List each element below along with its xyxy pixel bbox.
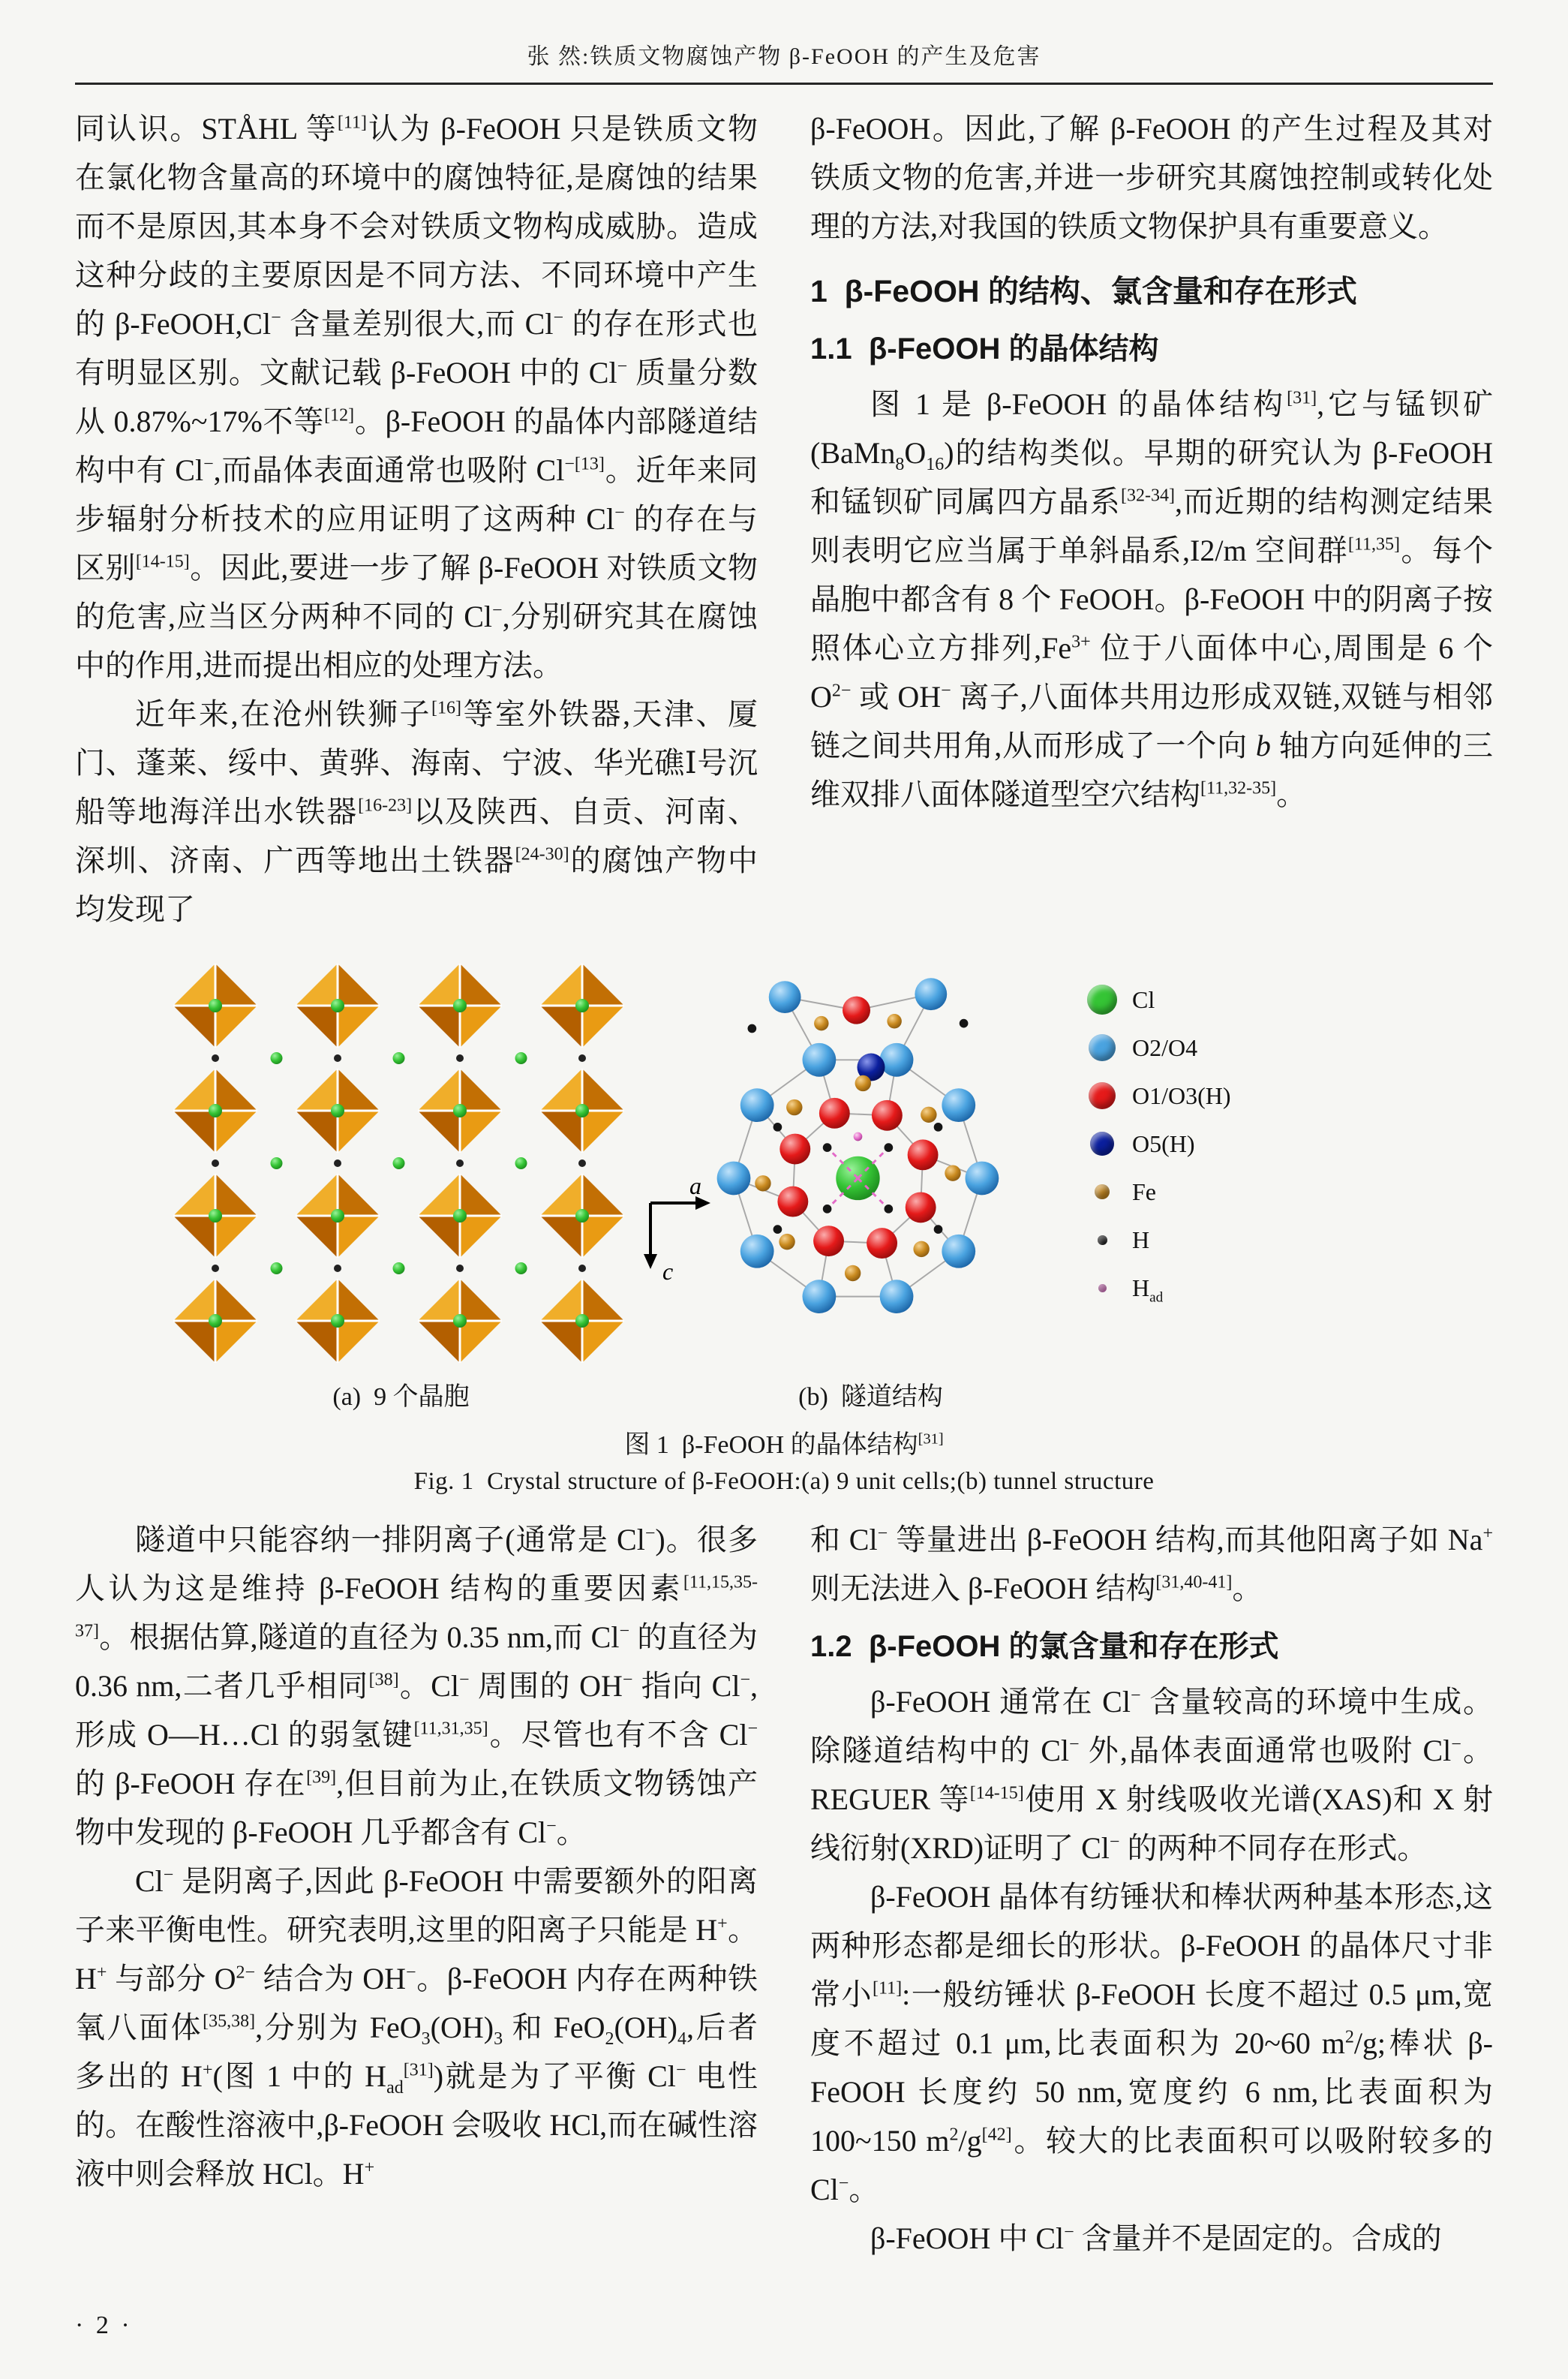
figure-legend (1084, 976, 1332, 1312)
tunnel-chloride-dots (271, 1052, 527, 1274)
top-left-column (75, 104, 758, 934)
legend-item-fe (1084, 1168, 1332, 1216)
top-right-column (810, 104, 1493, 934)
top-columns (75, 104, 1493, 934)
paragraph: β-FeOOH 晶体有纺锤状和棒状两种基本形态,这两种形态都是细长的形状。β-FeOOH 的晶体尺寸非常小[11]:一般纺锤状 β-FeOOH 长度不超过 0.5 μm,宽度不超过 0.1 μm,比表面积为 20~60 $m^2/g$;棒状 β-FeOOH 长度约 50 nm,宽度约 6 nm,比表面积为 100~150 $m^2/g[42]$。较大的比表面积可以吸附较多的 Cl−。 (810, 1880, 1494, 2206)
legend-label: Fe (1132, 1177, 1156, 1205)
adsorbed-hydrogen-atom (854, 1132, 863, 1141)
legend-item-o1-o3 (1084, 1072, 1332, 1120)
legend-item-cl (1084, 976, 1332, 1024)
paragraph: β-FeOOH。因此,了解 β-FeOOH 的产生过程及其对铁质文物的危害,并进一步研究其腐蚀控制或转化处理的方法,对我国的铁质文物保护具有重要意义。 (810, 112, 1493, 243)
tunnel-structure-image (711, 959, 1030, 1368)
legend-label: O2/O4 (1132, 1033, 1198, 1061)
svg-text:a: a (689, 1180, 701, 1199)
legend-label: O5(H) (1132, 1129, 1195, 1157)
oxygen-o1-o3-atoms (777, 997, 938, 1259)
unit-cells-image (159, 959, 643, 1368)
paragraph: Cl− 是阴离子,因此 β-FeOOH 中需要额外的阳离子来平衡电性。研究表明,这里的阳离子只能是 H+。H+ 与部分 $O^{2-}$ 结合为 OH−。β-FeOOH 内存在两种铁氧八面体[35,38],分别为 $FeO_3(OH)_3$ 和 $FeO_2(OH)_4$,后者多出的 H+(图 1 中的 $H_{ad}[31]$)就是为了平衡 Cl− 电性的。在酸性溶液中,β-FeOOH 会吸收 HCl,而在碱性溶液中则会释放 HCl。H+ (75, 1864, 758, 2191)
header-rule (75, 83, 1493, 85)
running-head: 张 然:铁质文物腐蚀产物 β-FeOOH 的产生及危害 (527, 44, 1041, 69)
figure-images (75, 959, 1493, 1368)
bottom-right-column (810, 1515, 1493, 2263)
legend-item-had (1084, 1264, 1332, 1312)
legend-item-o5 (1084, 1120, 1332, 1168)
fe-atom-icon (1095, 1184, 1110, 1199)
figure-caption-en: Fig. 1 Crystal structure of β-FeOOH:(a) 9 unit cells;(b) tunnel structure (413, 1468, 1155, 1495)
h-atom-icon (1098, 1235, 1107, 1245)
bottom-columns (75, 1515, 1493, 2263)
svg-text:c: c (662, 1258, 674, 1285)
page-number: · 2 · (75, 2311, 133, 2339)
legend-label: $H_{ad}$ (1132, 1274, 1164, 1305)
paragraph: 图 1 是 β-FeOOH 的晶体结构[31],它与锰钡矿$(BaMn_8O_{16})$的结构类似。早期的研究认为 β-FeOOH 和锰钡矿同属四方晶系[32-34],而近期的结构测定结果则表明它应当属于单斜晶系,I2/m 空间群[11,35]。每个晶胞中都含有 8 个 FeOOH。β-FeOOH 中的阴离子按照体心立方排列$,Fe^{3+}$ 位于八面体中心,周围是 6 个 $O^{2-}$ 或 OH− 离子,八面体共用边形成双链,双链与相邻链之间共用角,从而形成了一个向 b 轴方向延伸的三维双排八面体隧道型空穴结构[11,32-35]。 (810, 387, 1494, 811)
legend-label: Cl (1132, 985, 1155, 1013)
legend-item-o2-o4 (1084, 1024, 1332, 1072)
paragraph: 隧道中只能容纳一排阴离子(通常是 Cl−)。很多人认为这是维持 β-FeOOH 结构的重要因素[11,15,35-37]。根据估算,隧道的直径为 0.35 nm,而 Cl− 的直径为 0.36 nm,二者几乎相同[38]。Cl− 周围的 OH− 指向 Cl−,形成 O—H…Cl 的弱氢键[11,31,35]。尽管也有不含 Cl− 的 β-FeOOH 存在[39],但目前为止,在铁质文物锈蚀产物中发现的 β-FeOOH 几乎都含有 Cl−。 (75, 1523, 758, 1849)
figure-subcaptions (75, 1376, 1493, 1413)
o2-o4-atom-icon (1089, 1034, 1116, 1061)
cl-atom-icon (1087, 985, 1117, 1015)
paragraph: β-FeOOH 通常在 Cl− 含量较高的环境中生成。除隧道结构中的 Cl− 外,晶体表面通常也吸附 Cl−。REGUER 等[14-15]使用 X 射线吸收光谱(XAS)和 X 射线衍射(XRD)证明了 Cl− 的两种不同存在形式。 (810, 1685, 1494, 1865)
subsection-heading-1-2: 1.2 β-FeOOH 的氯含量和存在形式 (810, 1630, 1279, 1663)
paragraph: 和 Cl− 等量进出 β-FeOOH 结构,而其他阳离子如 Na+ 则无法进入 β-FeOOH 结构[31,40-41]。 (810, 1523, 1493, 1605)
bottom-left-column (75, 1515, 758, 2263)
figure-caption-zh: 图 1 β-FeOOH 的晶体结构[31] (624, 1430, 944, 1459)
o1-o3-atom-icon (1089, 1082, 1116, 1109)
paragraph: 近年来,在沧州铁狮子[16]等室外铁器,天津、厦门、蓬莱、绥中、黄骅、海南、宁波、华光礁Ⅰ号沉船等地海洋出水铁器[16-23]以及陕西、自贡、河南、深圳、济南、广西等地出土铁器[24-30]的腐蚀产物中均发现了 (75, 697, 758, 926)
had-atom-icon (1098, 1284, 1107, 1292)
subcaption-b: (b) 隧道结构 (798, 1383, 943, 1411)
subcaption-a: (a) 9 个晶胞 (332, 1383, 470, 1411)
figure-1 (75, 959, 1493, 1496)
axes-icon (641, 1180, 716, 1286)
oxygen-o2-o4-atoms (717, 978, 999, 1313)
paragraph: 同认识。STÅHL 等[11]认为 β-FeOOH 只是铁质文物在氯化物含量高的环境中的腐蚀特征,是腐蚀的结果而不是原因,其本身不会对铁质文物构成威胁。造成这种分歧的主要原因是不同方法、不同环境中产生的 β-FeOOH,Cl− 含量差别很大,而 Cl− 的存在形式也有明显区别。文献记载 β-FeOOH 中的 Cl− 质量分数从 0.87%~17%不等[12]。β-FeOOH 的晶体内部隧道结构中有 Cl−,而晶体表面通常也吸附 $Cl^{-[13]}$。近年来同步辐射分析技术的应用证明了这两种 Cl− 的存在与区别[14-15]。因此,要进一步了解 β-FeOOH 对铁质文物的危害,应当区分两种不同的 Cl−,分别研究其在腐蚀中的作用,进而提出相应的处理方法。 (75, 112, 758, 682)
legend-label: O1/O3(H) (1132, 1081, 1231, 1109)
paragraph: β-FeOOH 中 Cl− 含量并不是固定的。合成的 (870, 2221, 1442, 2255)
o5-atom-icon (1090, 1132, 1114, 1156)
subsection-heading-1-1: 1.1 β-FeOOH 的晶体结构 (810, 332, 1159, 365)
legend-label: H (1132, 1226, 1150, 1253)
section-heading-1: 1 β-FeOOH 的结构、氯含量和存在形式 (810, 274, 1357, 308)
legend-item-h (1084, 1216, 1332, 1264)
